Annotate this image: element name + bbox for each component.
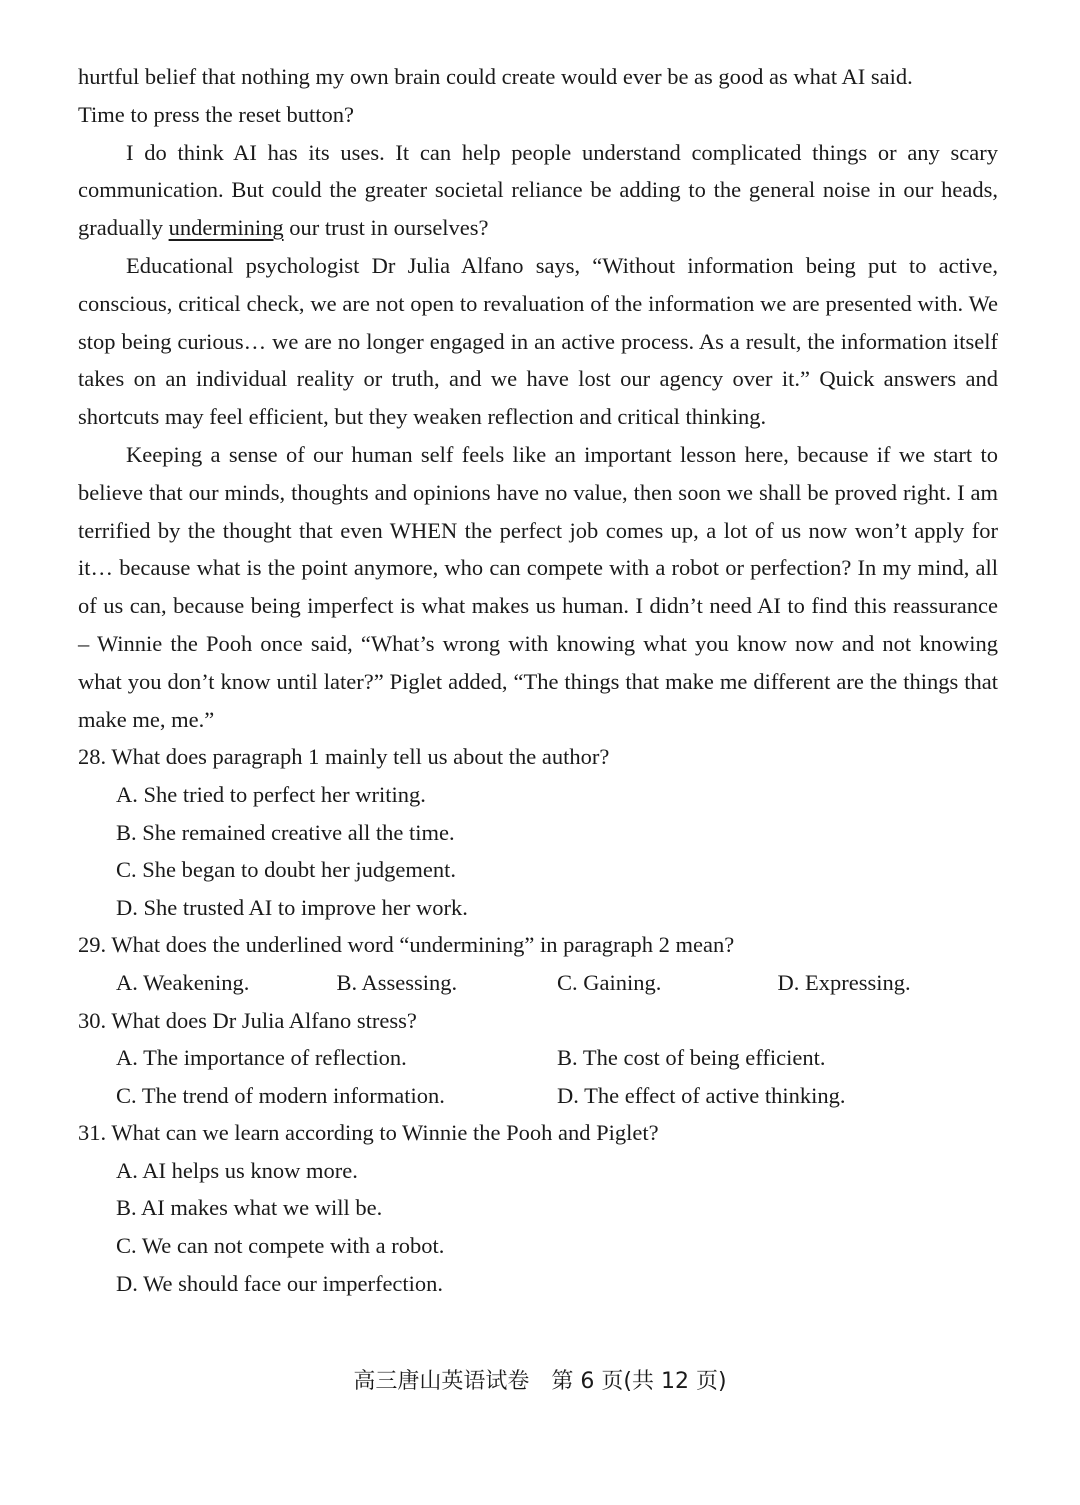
question-30 <box>78 1002 998 1115</box>
option-d: D. The effect of active thinking. <box>557 1082 846 1108</box>
option-c: C. We can not compete with a robot. <box>116 1233 445 1259</box>
option-b: B. Assessing. <box>336 969 458 995</box>
option-b: B. She remained creative all the time. <box>116 819 455 845</box>
question-stem: 28. What does paragraph 1 mainly tell us about the author? <box>78 744 610 770</box>
underlined-word: undermining <box>168 215 284 241</box>
question-stem: 29. What does the underlined word “undermining” in paragraph 2 mean? <box>78 932 735 958</box>
question-28 <box>78 738 998 926</box>
option-c: C. The trend of modern information. <box>116 1082 445 1108</box>
question-31 <box>78 1114 998 1302</box>
passage <box>78 58 998 738</box>
options-row-2 <box>78 1077 998 1115</box>
options-row-1 <box>78 1039 998 1077</box>
paragraph-2 <box>78 134 998 247</box>
option-c: C. Gaining. <box>557 969 662 995</box>
paragraph-1-tail <box>78 58 998 134</box>
question-29 <box>78 926 998 1001</box>
option-d: D. Expressing. <box>777 969 911 995</box>
option-a: A. AI helps us know more. <box>116 1157 358 1183</box>
exam-page <box>78 58 998 1302</box>
paragraph-3: Educational psychologist Dr Julia Alfano says, “Without information being put to active, conscious, critical check, we are not open to revaluation of the information we are presented with. We stop being curious… we are no longer engaged in an active process. As a result, the information itself takes on an individual reality or truth, and we have lost our agency over it.” Quick answers and shortcuts may feel efficient, but they weaken reflection and critical thinking. <box>78 252 998 430</box>
paragraph-1-line-1: hurtful belief that nothing my own brain could create would ever be as good as what AI said. <box>78 64 913 89</box>
option-a: A. Weakening. <box>116 969 250 995</box>
options-row <box>78 964 998 1002</box>
option-a: A. She tried to perfect her writing. <box>116 781 426 807</box>
option-b: B. AI makes what we will be. <box>116 1195 383 1221</box>
option-d: D. We should face our imperfection. <box>116 1270 444 1296</box>
option-a: A. The importance of reflection. <box>116 1045 407 1071</box>
question-stem: 30. What does Dr Julia Alfano stress? <box>78 1007 417 1033</box>
paragraph-2-before: I do think AI has its uses. It can help people understand complicated things or any scary communication. But could the greater societal reliance be adding to the general noise in our heads, gradually <box>78 139 998 241</box>
page-footer: 高三唐山英语试卷 第 6 页(共 12 页) <box>353 1369 727 1394</box>
paragraph-2-after: our trust in ourselves? <box>283 215 489 241</box>
option-b: B. The cost of being efficient. <box>557 1045 826 1071</box>
option-c: C. She began to doubt her judgement. <box>116 857 456 883</box>
paragraph-1-line-2: Time to press the reset button? <box>78 101 355 127</box>
option-d: D. She trusted AI to improve her work. <box>116 894 468 920</box>
question-stem: 31. What can we learn according to Winnie the Pooh and Piglet? <box>78 1120 659 1146</box>
paragraph-4: Keeping a sense of our human self feels like an important lesson here, because if we start to believe that our minds, thoughts and opinions have no value, then soon we shall be proved right. I am terrified by the thought that even WHEN the perfect job comes up, a lot of us now won’t apply for it… because what is the point anymore, who can compete with a robot or perfection? In my mind, all of us can, because being imperfect is what makes us human. I didn’t need AI to find this reassurance – Winnie the Pooh once said, “What’s wrong with knowing what you know now and not knowing what you don’t know until later?” Piglet added, “The things that make me different are the things that make me, me.” <box>78 441 998 732</box>
